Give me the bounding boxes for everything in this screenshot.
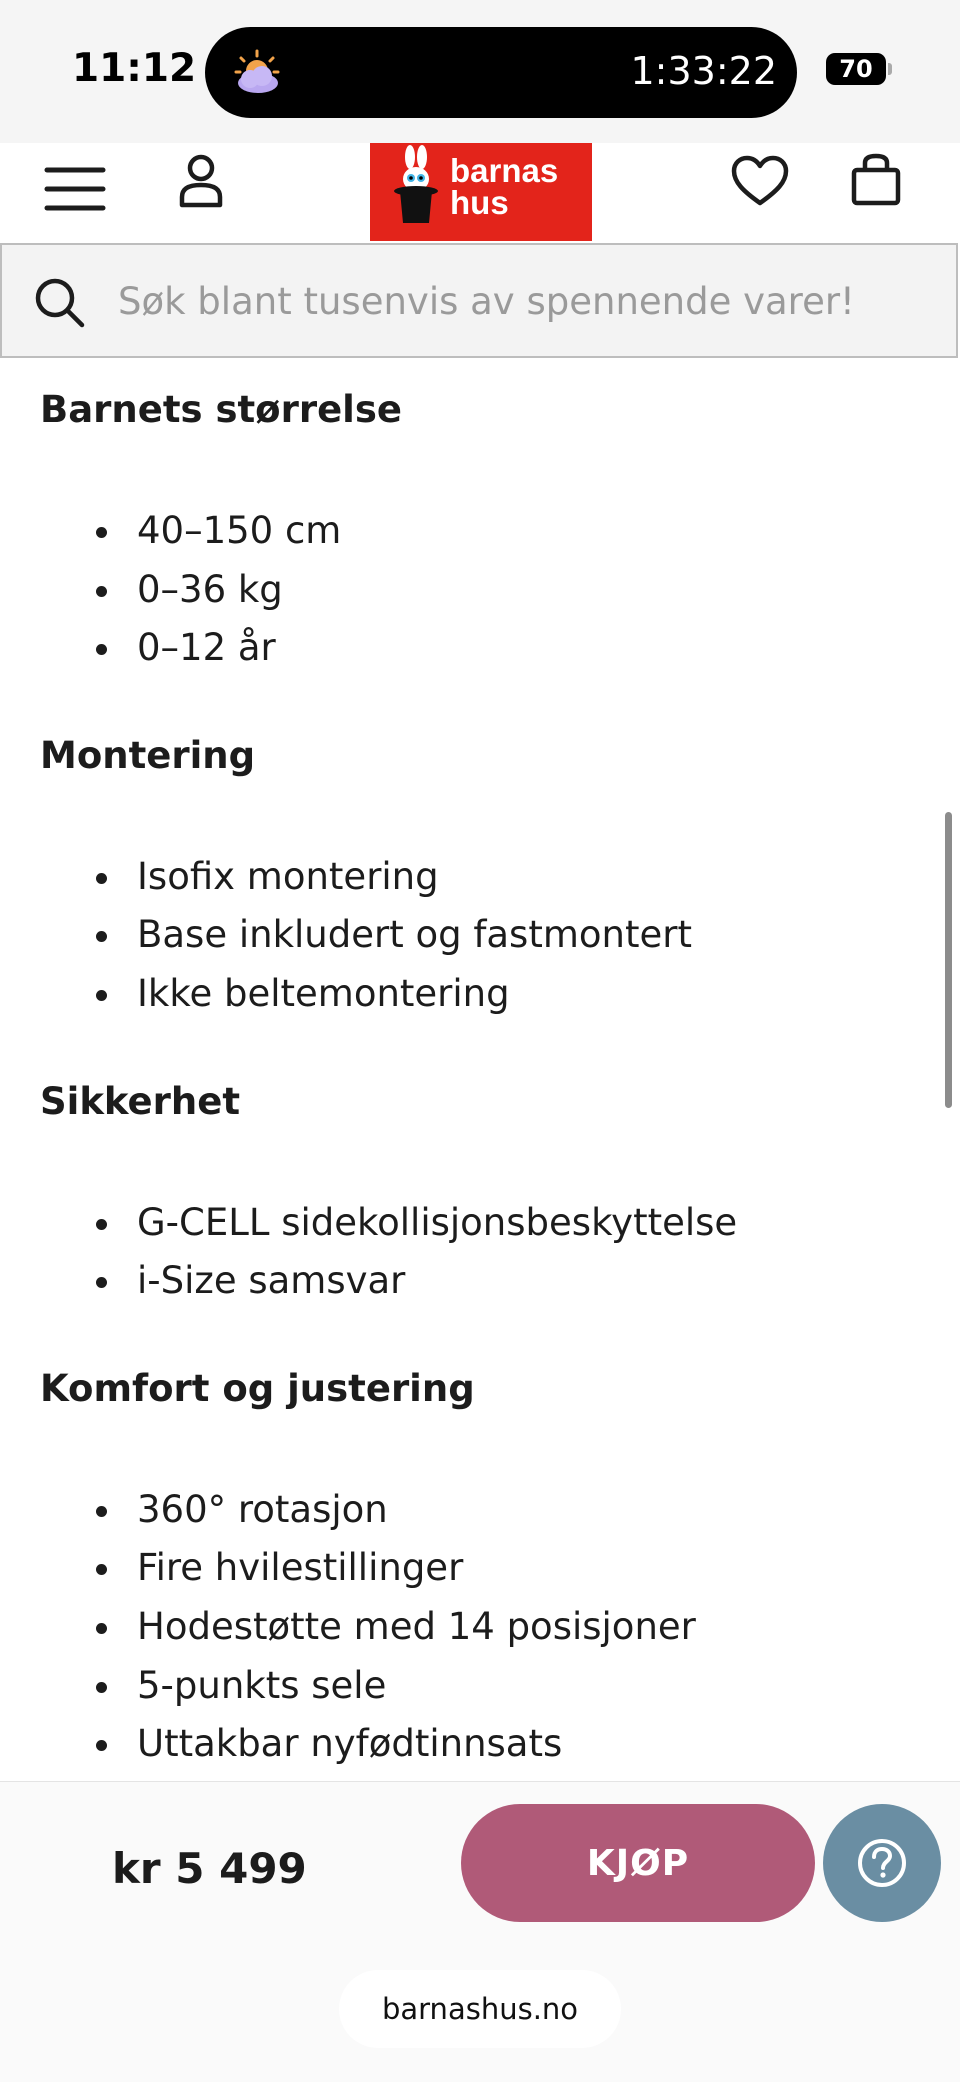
shopping-bag-icon[interactable]: [850, 153, 902, 207]
spec-item: i-Size samsvar: [40, 1252, 920, 1311]
logo-line-2: hus: [450, 184, 509, 221]
live-activity-timer: 1:33:22: [630, 49, 777, 93]
spec-section-child-size: [40, 384, 920, 678]
battery-indicator: 70: [826, 53, 886, 85]
spec-item: 360° rotasjon: [40, 1481, 920, 1540]
spec-section-mounting: [40, 730, 920, 1024]
browser-url-bar[interactable]: barnashus.no: [339, 1970, 621, 2048]
purchase-bar: [0, 1781, 960, 2082]
spec-item: Uttakbar nyfødtinnsats: [40, 1715, 920, 1774]
wishlist-heart-icon[interactable]: [731, 155, 789, 207]
spec-item: 5-punkts sele: [40, 1657, 920, 1716]
status-time: 11:12: [72, 46, 197, 91]
question-circle-icon: [857, 1838, 907, 1888]
spec-section-safety: [40, 1076, 920, 1311]
search-icon[interactable]: [34, 277, 86, 329]
help-button[interactable]: [823, 1804, 941, 1922]
spec-item: 40–150 cm: [40, 502, 920, 561]
spec-item: Hodestøtte med 14 posisjoner: [40, 1598, 920, 1657]
weather-night-cloud-icon: [231, 47, 283, 99]
rabbit-in-hat-icon: [392, 145, 440, 225]
logo-line-1: barnas: [450, 152, 559, 189]
spec-item: Base inkludert og fastmontert: [40, 906, 920, 965]
barnas-hus-logo[interactable]: [370, 143, 592, 241]
spec-list: [40, 848, 920, 1024]
product-specifications: [40, 360, 920, 1826]
spec-list: [40, 502, 920, 678]
section-heading: Barnets størrelse: [40, 388, 402, 431]
menu-icon[interactable]: [44, 165, 106, 213]
dynamic-island: [205, 27, 797, 118]
search-input[interactable]: [118, 275, 938, 327]
buy-button[interactable]: KJØP: [461, 1804, 815, 1922]
spec-item: Fire hvilestillinger: [40, 1539, 920, 1598]
page-scrollbar[interactable]: [945, 812, 952, 1108]
spec-item: Ikke beltemontering: [40, 965, 920, 1024]
logo-text: [450, 152, 559, 221]
spec-item: 0–36 kg: [40, 561, 920, 620]
section-heading: Montering: [40, 733, 256, 777]
spec-item: G-CELL sidekollisjonsbeskyttelse: [40, 1194, 920, 1253]
spec-list: [40, 1481, 920, 1774]
account-icon[interactable]: [178, 153, 224, 209]
status-bar: [0, 0, 960, 143]
product-price: kr 5 499: [112, 1844, 307, 1893]
spec-item: Isofix montering: [40, 848, 920, 907]
section-heading: Sikkerhet: [40, 1079, 241, 1123]
section-heading: Komfort og justering: [40, 1366, 475, 1410]
search-bar[interactable]: [0, 243, 958, 358]
spec-list: [40, 1194, 920, 1311]
spec-item: 0–12 år: [40, 619, 920, 678]
spec-section-comfort: [40, 1363, 920, 1774]
